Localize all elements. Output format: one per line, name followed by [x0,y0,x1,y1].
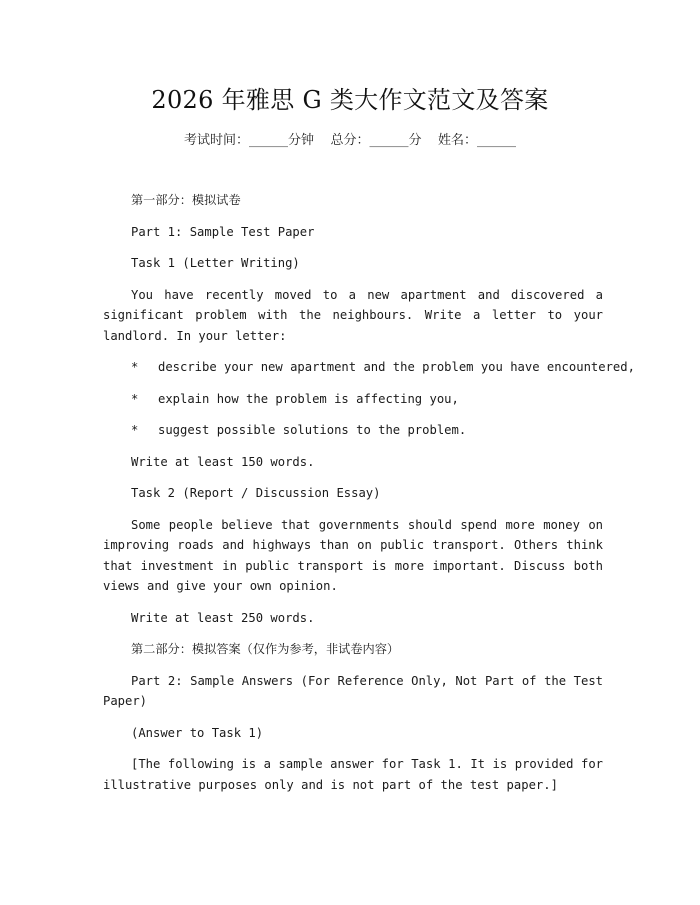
bullet-text: explain how the problem is affecting you, [158,391,459,406]
task2-heading: Task 2 (Report / Discussion Essay) [131,486,381,500]
document-body [103,190,635,806]
bullet-item [103,389,603,410]
task2-prompt: Some people believe that governments should spend more money on improving roads and highways than on public transport. Others think that investment in public transport is more important. Discuss both views and give your own opinion. [103,517,603,593]
part2-heading: Part 2: Sample Answers (For Reference Only, Not Part of the Test Paper) [103,673,603,708]
task2-word-count: Write at least 250 words. [131,610,315,625]
bullet-mark: * [131,360,139,374]
task1-heading: Task 1 (Letter Writing) [131,256,300,270]
task1-word-count: Write at least 150 words. [131,454,315,469]
document-title: 2026 年雅思 G 类大作文范文及答案 [151,86,549,114]
answer-note: [The following is a sample answer for Task 1. It is provided for illustrative purposes only and is not part of the test paper.] [103,757,603,792]
bullet-item [103,357,635,378]
exam-info-line: 考试时间：______分钟 总分：______分 姓名：______ [183,133,517,148]
answer-heading: (Answer to Task 1) [131,725,264,740]
bullet-mark: * [131,391,139,406]
bullet-text: describe your new apartment and the problem you have encountered, [158,360,635,374]
bullet-item [103,420,603,441]
section2-heading: 第二部分：模拟答案（仅作为参考，非试卷内容） [131,642,400,656]
bullet-text: suggest possible solutions to the problem. [158,423,467,437]
task1-prompt: You have recently moved to a new apartment and discovered a significant problem with the neighbours. Write a letter to your landlord. In your letter: [103,287,603,343]
section1-heading: 第一部分：模拟试卷 [131,193,241,207]
part1-heading: Part 1: Sample Test Paper [131,224,315,239]
bullet-mark: * [131,423,139,437]
